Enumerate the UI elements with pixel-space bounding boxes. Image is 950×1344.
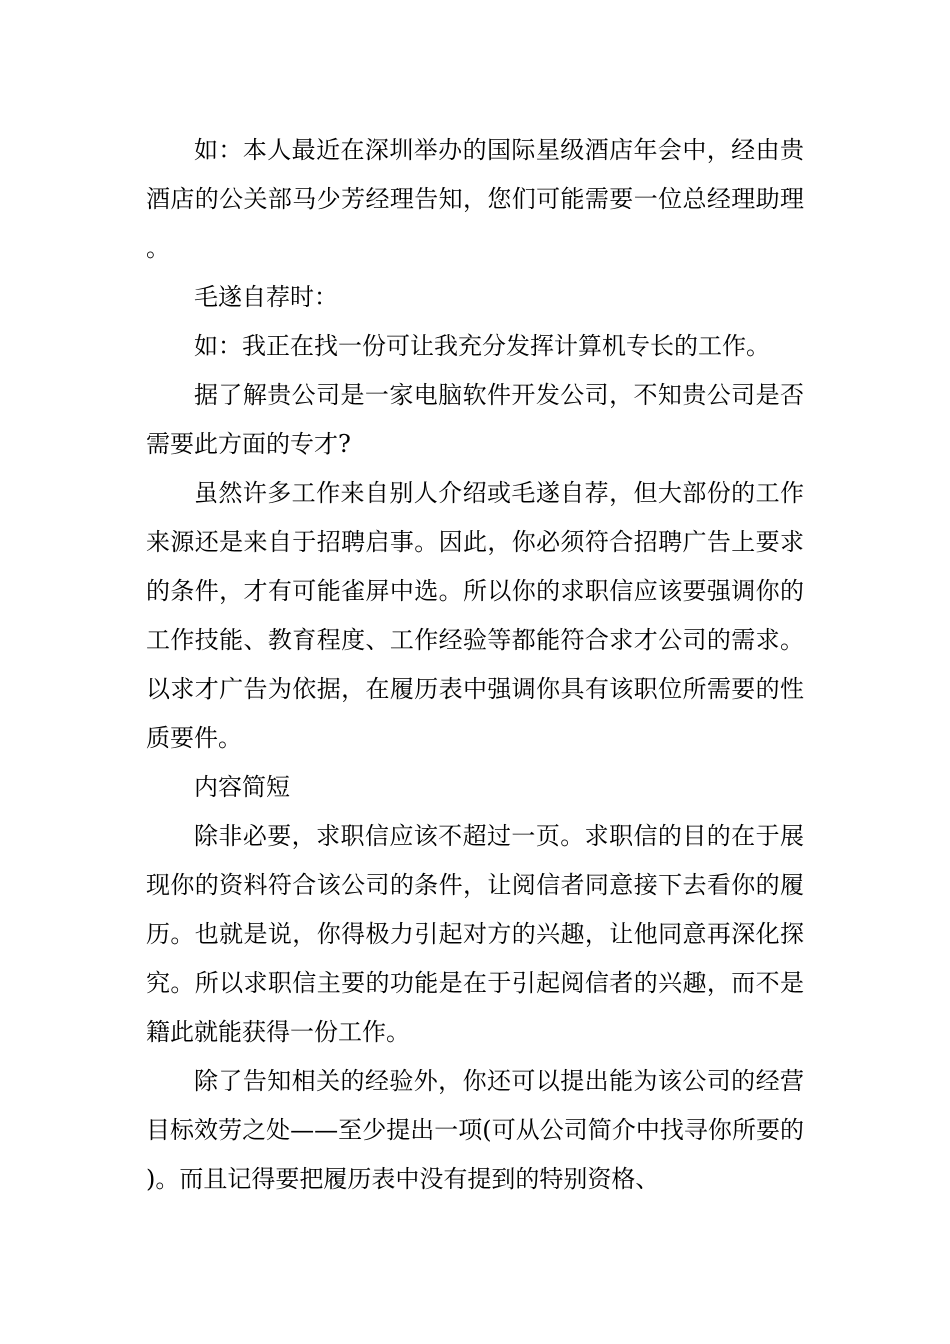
document-body [146, 126, 804, 1204]
paragraph-company-inquiry: 据了解贵公司是一家电脑软件开发公司，不知贵公司是否需要此方面的专才? [146, 381, 804, 458]
paragraph-one-page: 除非必要，求职信应该不超过一页。求职信的目的在于展现你的资料符合该公司的条件，让阅信者同意接下去看你的履历。也就是说，你得极力引起对方的兴趣，让他同意再深化探究。所以求职信主要的功能是在于引起阅信者的兴趣，而不是籍此就能获得一份工作。 [146, 822, 804, 1046]
paragraph-self-recommend-example: 如：我正在找一份可让我充分发挥计算机专长的工作。 [194, 332, 770, 360]
paragraph-self-recommend-heading: 毛遂自荐时： [194, 283, 338, 311]
paragraph-company-goals: 除了告知相关的经验外，你还可以提出能为该公司的经营目标效劳之处——至少提出一项(可从公司简介中找寻你所要的)。而且记得要把履历表中没有提到的特别资格、 [146, 1067, 804, 1193]
paragraph-brief-content-heading: 内容简短 [194, 773, 290, 801]
paragraph-job-ads: 虽然许多工作来自别人介绍或毛遂自荐，但大部份的工作来源还是来自于招聘启事。因此，你必须符合招聘广告上要求的条件，才有可能雀屏中选。所以你的求职信应该要强调你的工作技能、教育程度、工作经验等都能符合求才公司的需求。以求才广告为依据，在履历表中强调你具有该职位所需要的性质要件。 [146, 479, 804, 752]
paragraph-referral-example: 如：本人最近在深圳举办的国际星级酒店年会中，经由贵酒店的公关部马少芳经理告知，您们可能需要一位总经理助理。 [146, 136, 804, 262]
